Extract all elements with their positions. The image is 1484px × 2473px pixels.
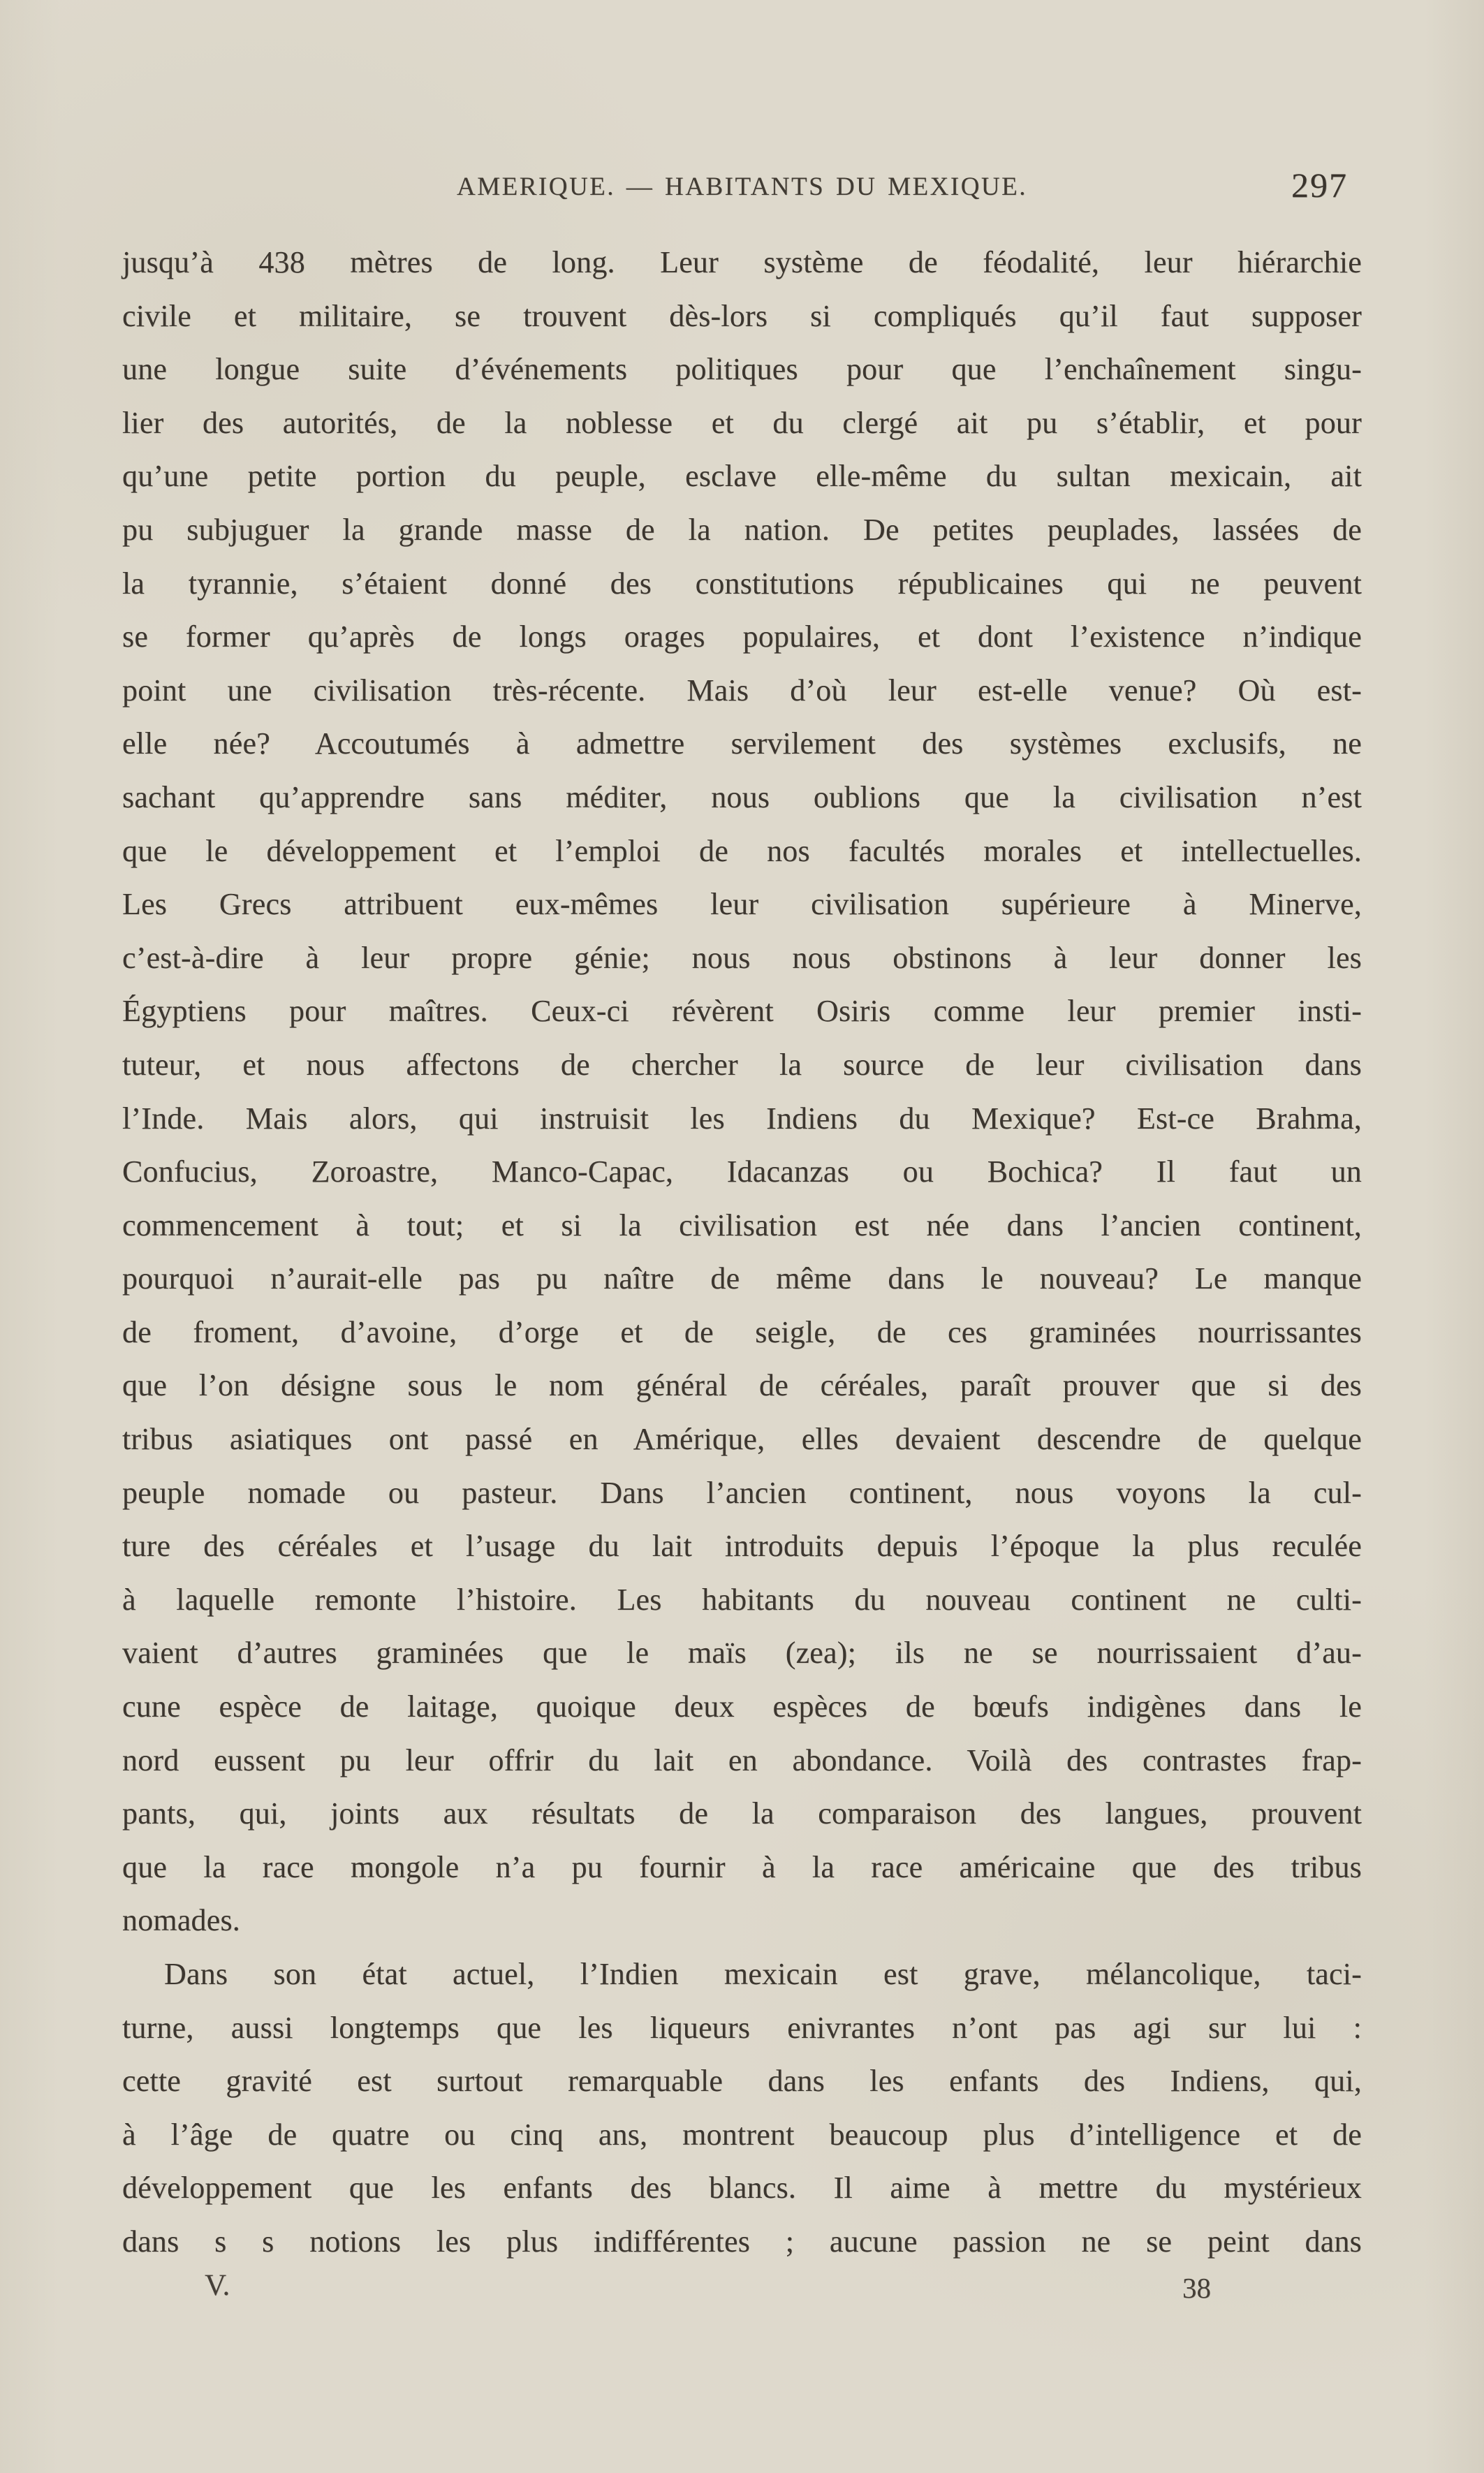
text-line: sachant qu’apprendre sans méditer, nous oublions que la civilisation n’est [122, 779, 1362, 814]
text-line: point une civilisation très-récente. Mais d’où leur est-elle venue? Où est- [122, 673, 1362, 707]
text-line: Dans son état actuel, l’Indien mexicain est grave, mélancolique, taci- [164, 1957, 1362, 1991]
page-text [122, 236, 1362, 2269]
text-line: que l’on désigne sous le nom général de céréales, paraît prouver que si des [122, 1368, 1362, 1403]
text-line: vaient d’autres graminées que le maïs (zea); ils ne se nourrissaient d’au- [122, 1636, 1362, 1671]
text-line: dans s s notions les plus indifférentes ; aucune passion ne se peint dans [122, 2224, 1362, 2259]
text-line: se former qu’après de longs orages populaires, et dont l’existence n’indique [122, 619, 1362, 654]
text-line: Confucius, Zoroastre, Manco-Capac, Idacanzas ou Bochica? Il faut un [122, 1154, 1362, 1189]
text-line: cette gravité est surtout remarquable dans les enfants des Indiens, qui, [122, 2064, 1362, 2099]
text-line: cune espèce de laitage, quoique deux espèces de bœufs indigènes dans le [122, 1689, 1362, 1724]
text-line: à laquelle remonte l’histoire. Les habitants du nouveau continent ne culti- [122, 1582, 1362, 1617]
page-number: 297 [1291, 166, 1348, 205]
text-line: pu subjuguer la grande masse de la nation. De petites peuplades, lassées de [122, 512, 1362, 547]
text-line: nomades. [122, 1903, 241, 1938]
text-line: la tyrannie, s’étaient donné des constitutions républicaines qui ne peuvent [122, 566, 1362, 601]
text-line: une longue suite d’événements politiques pour que l’enchaînement singu- [122, 352, 1362, 387]
text-line: civile et militaire, se trouvent dès-lors si compliqués qu’il faut supposer [122, 298, 1362, 333]
paragraph [122, 236, 1362, 1948]
text-line: pourquoi n’aurait-elle pas pu naître de même dans le nouveau? Le manque [122, 1261, 1362, 1296]
paragraph [122, 1948, 1362, 2269]
running-title: AMERIQUE. — HABITANTS DU MEXIQUE. [457, 173, 1027, 201]
text-line: qu’une petite portion du peuple, esclave elle-même du sultan mexicain, ait [122, 459, 1362, 494]
text-line: elle née? Accoutumés à admettre servilement des systèmes exclusifs, ne [122, 726, 1362, 761]
text-line: nord eussent pu leur offrir du lait en abondance. Voilà des contrastes frap- [122, 1742, 1362, 1777]
text-line: jusqu’à 438 mètres de long. Leur système de féodalité, leur hiérarchie [122, 245, 1362, 279]
text-line: pants, qui, joints aux résultats de la comparaison des langues, prouvent [122, 1796, 1362, 1831]
text-line: commencement à tout; et si la civilisation est née dans l’ancien continent, [122, 1208, 1362, 1242]
text-line: lier des autorités, de la noblesse et du clergé ait pu s’établir, et pour [122, 405, 1362, 440]
text-line: développement que les enfants des blancs. Il aime à mettre du mystérieux [122, 2171, 1362, 2206]
text-line: de froment, d’avoine, d’orge et de seigle, de ces graminées nourrissantes [122, 1314, 1362, 1349]
running-header [122, 166, 1362, 214]
text-line: tribus asiatiques ont passé en Amérique, elles devaient descendre de quelque [122, 1422, 1362, 1457]
text-line: c’est-à-dire à leur propre génie; nous nous obstinons à leur donner les [122, 940, 1362, 975]
text-line: que le développement et l’emploi de nos facultés morales et intellectuelles. [122, 833, 1362, 868]
text-line: ture des céréales et l’usage du lait introduits depuis l’époque la plus reculée [122, 1529, 1362, 1564]
text-line: à l’âge de quatre ou cinq ans, montrent beaucoup plus d’intelligence et de [122, 2117, 1362, 2152]
text-line: l’Inde. Mais alors, qui instruisit les Indiens du Mexique? Est-ce Brahma, [122, 1101, 1362, 1136]
text-line: Égyptiens pour maîtres. Ceux-ci révèrent Osiris comme leur premier insti- [122, 994, 1362, 1029]
text-line: que la race mongole n’a pu fournir à la race américaine que des tribus [122, 1849, 1362, 1884]
text-line: tuteur, et nous affectons de chercher la source de leur civilisation dans [122, 1047, 1362, 1082]
text-line: peuple nomade ou pasteur. Dans l’ancien continent, nous voyons la cul- [122, 1475, 1362, 1510]
sheet-signature: 38 [1182, 2272, 1211, 2304]
text-line: Les Grecs attribuent eux-mêmes leur civilisation supérieure à Minerve, [122, 887, 1362, 922]
text-line: turne, aussi longtemps que les liqueurs enivrantes n’ont pas agi sur lui : [122, 2010, 1362, 2045]
volume-signature: V. [205, 2269, 230, 2302]
